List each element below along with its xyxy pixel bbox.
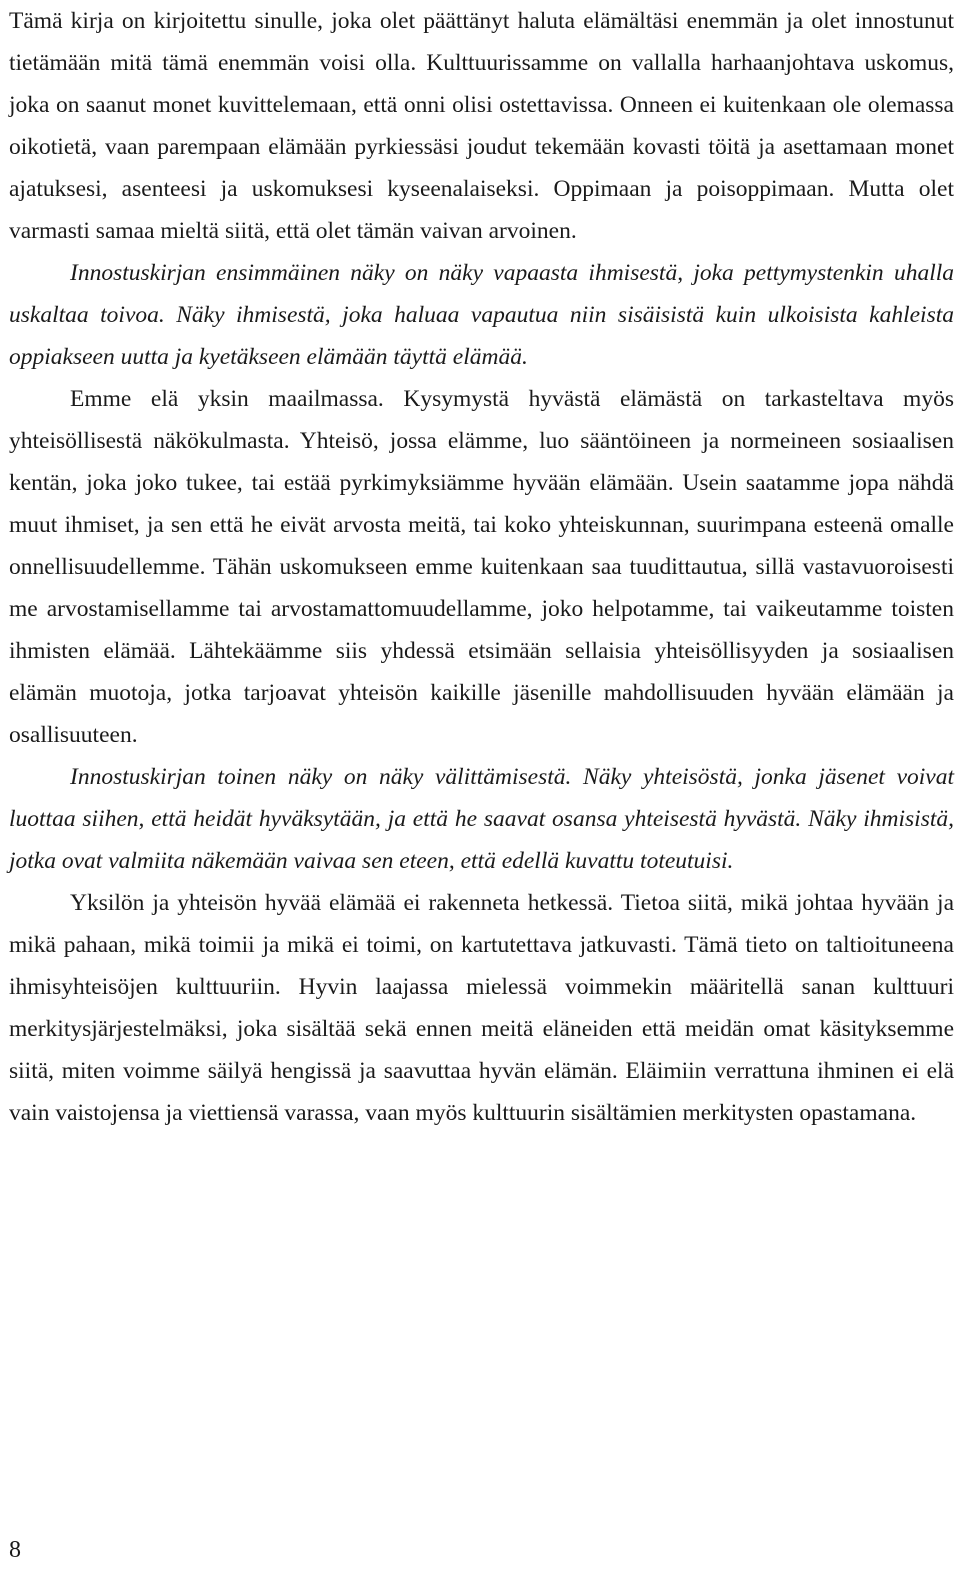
paragraph-first-vision: Innostuskirjan ensimmäinen näky on näky vapaasta ihmisestä, joka pettymystenkin uhalla uskaltaa toivoa. Näky ihmisestä, joka haluaa vapautua niin sisäisistä kuin ulkoisista kahleista oppiakseen uutta ja kyetäkseen elämään täyttä elämää. (9, 260, 954, 370)
paragraph-culture: Yksilön ja yhteisön hyvää elämää ei rakenneta hetkessä. Tietoa siitä, mikä johtaa hyvään ja mikä pahaan, mikä toimii ja mikä ei toimi, on kartutettava jatkuvasti. Tämä tieto on taltioituneena ihmisyhteisöjen kulttuuriin. Hyvin laajassa mielessä voimmekin määritellä sanan kulttuuri merkitysjärjestelmäksi, joka sisältää sekä ennen meitä eläneiden että meidän omat käsityksemme siitä, miten voimme säilyä hengissä ja saavuttaa hyvän elämän. Eläimiin verrattuna ihminen ei elä vain vaistojensa ja viettiensä varassa, vaan myös kulttuurin sisältämien merkitysten opastamana. (9, 890, 954, 1126)
document-page (9, 0, 954, 1134)
body-text (9, 0, 954, 1134)
page-number: 8 (9, 1537, 21, 1563)
paragraph-intro: Tämä kirja on kirjoitettu sinulle, joka olet päättänyt haluta elämältäsi enemmän ja olet innostunut tietämään mitä tämä enemmän voisi olla. Kulttuurissamme on vallalla harhaanjohtava uskomus, joka on saanut monet kuvittelemaan, että onni olisi ostettavissa. Onneen ei kuitenkaan ole olemassa oikotietä, vaan parempaan elämään pyrkiessäsi joudut tekemään kovasti töitä ja asettamaan monet ajatuksesi, asenteesi ja uskomuksesi kyseenalaiseksi. Oppimaan ja poisoppimaan. Mutta olet varmasti samaa mieltä siitä, että olet tämän vaivan arvoinen. (9, 8, 954, 244)
paragraph-community: Emme elä yksin maailmassa. Kysymystä hyvästä elämästä on tarkasteltava myös yhteisöllisestä näkökulmasta. Yhteisö, jossa elämme, luo sääntöineen ja normeineen sosiaalisen kentän, joka joko tukee, tai estää pyrkimyksiämme hyvään elämään. Usein saatamme jopa nähdä muut ihmiset, ja sen että he eivät arvosta meitä, tai koko yhteiskunnan, suurimpana esteenä omalle onnellisuudellemme. Tähän uskomukseen emme kuitenkaan saa tuudittautua, sillä vastavuoroisesti me arvostamisellamme tai arvostamattomuudellamme, joko helpotamme, tai vaikeutamme toisten ihmisten elämää. Lähtekäämme siis yhdessä etsimään sellaisia yhteisöllisyyden ja sosiaalisen elämän muotoja, jotka tarjoavat yhteisön kaikille jäsenille mahdollisuuden hyvään elämään ja osallisuuteen. (9, 386, 954, 748)
paragraph-second-vision: Innostuskirjan toinen näky on näky välittämisestä. Näky yhteisöstä, jonka jäsenet voivat luottaa siihen, että heidät hyväksytään, ja että he saavat osansa yhteisestä hyvästä. Näky ihmisistä, jotka ovat valmiita näkemään vaivaa sen eteen, että edellä kuvattu toteutuisi. (9, 764, 954, 874)
